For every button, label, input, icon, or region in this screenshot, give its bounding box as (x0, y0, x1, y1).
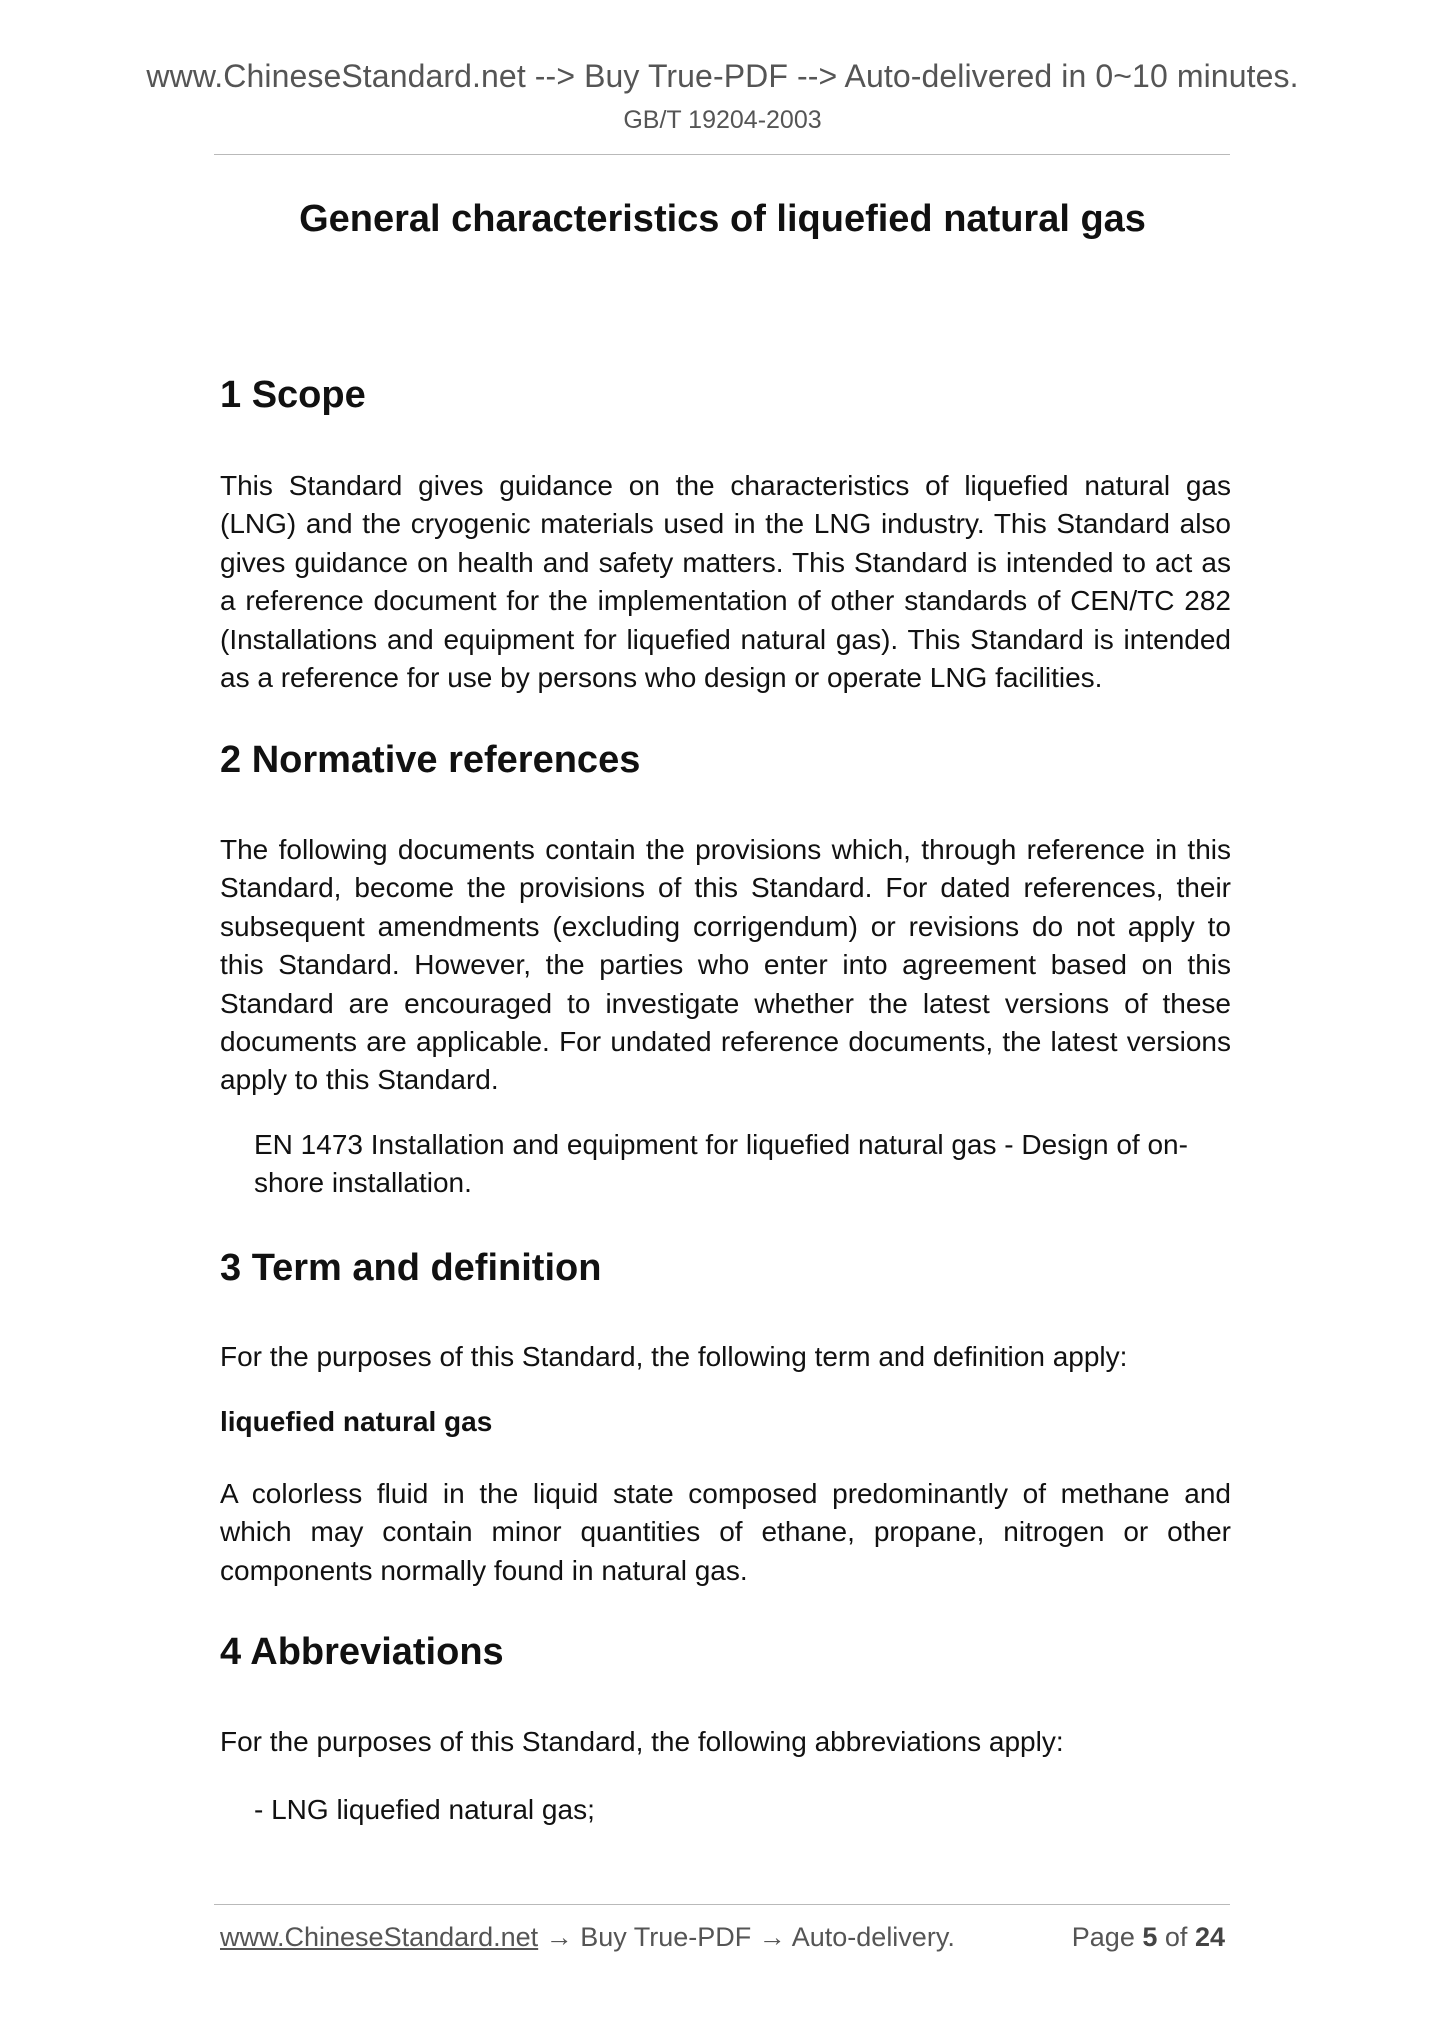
section-heading-scope: 1 Scope (220, 374, 366, 416)
page-total: 24 (1194, 1922, 1225, 1952)
header-banner: www.ChineseStandard.net --> Buy True-PDF --> Auto-delivered in 0~10 minutes. (146, 58, 1299, 94)
section-heading-abbreviations: 4 Abbreviations (220, 1631, 504, 1673)
page-number: 5 (1142, 1922, 1158, 1952)
term-name: liquefied natural gas (220, 1406, 493, 1437)
footer-divider (214, 1904, 1230, 1905)
footer-left (220, 1922, 955, 1953)
document-title: General characteristics of liquefied natural gas (299, 198, 1146, 240)
footer-site-link[interactable]: www.ChineseStandard.net (220, 1922, 539, 1952)
terms-intro: For the purposes of this Standard, the following term and definition apply: (220, 1341, 1128, 1372)
scope-paragraph: This Standard gives guidance on the characteristics of liquefied natural gas (LNG) and the cryogenic materials used in the LNG industry. This Standard also gives guidance on health and safety matters. This Standard is intended to act as a reference document for the implementation of other standards of CEN/TC 282 (Installations and equipment for liquefied natural gas). This Standard is intended as a reference for use by persons who design or operate LNG facilities. (220, 470, 1231, 694)
normative-reference-item: EN 1473 Installation and equipment for liquefied natural gas - Design of on-shore installation. (254, 1129, 1188, 1199)
abbreviation-item: - LNG liquefied natural gas; (254, 1794, 595, 1825)
standard-code: GB/T 19204-2003 (623, 106, 822, 134)
normative-references-paragraph: The following documents contain the provisions which, through reference in this Standard, become the provisions of this Standard. For dated references, their subsequent amendments (excluding corrigendum) or revisions do not apply to this Standard. However, the parties who enter into agreement based on this Standard are encouraged to investigate whether the latest versions of these documents are applicable. For undated reference documents, the latest versions apply to this Standard. (220, 834, 1231, 1096)
of-label: of (1164, 1922, 1188, 1952)
page-indicator (1072, 1922, 1225, 1953)
page-label: Page (1071, 1922, 1135, 1952)
abbreviations-intro: For the purposes of this Standard, the following abbreviations apply: (220, 1726, 1064, 1757)
header-divider (214, 154, 1230, 155)
footer-tagline: → Buy True-PDF → Auto-delivery. (538, 1922, 955, 1952)
section-heading-normative-references: 2 Normative references (220, 739, 641, 781)
term-definition: A colorless fluid in the liquid state composed predominantly of methane and which may contain minor quantities of ethane, propane, nitrogen or other components normally found in natural gas. (220, 1478, 1231, 1586)
section-heading-terms: 3 Term and definition (220, 1247, 602, 1289)
